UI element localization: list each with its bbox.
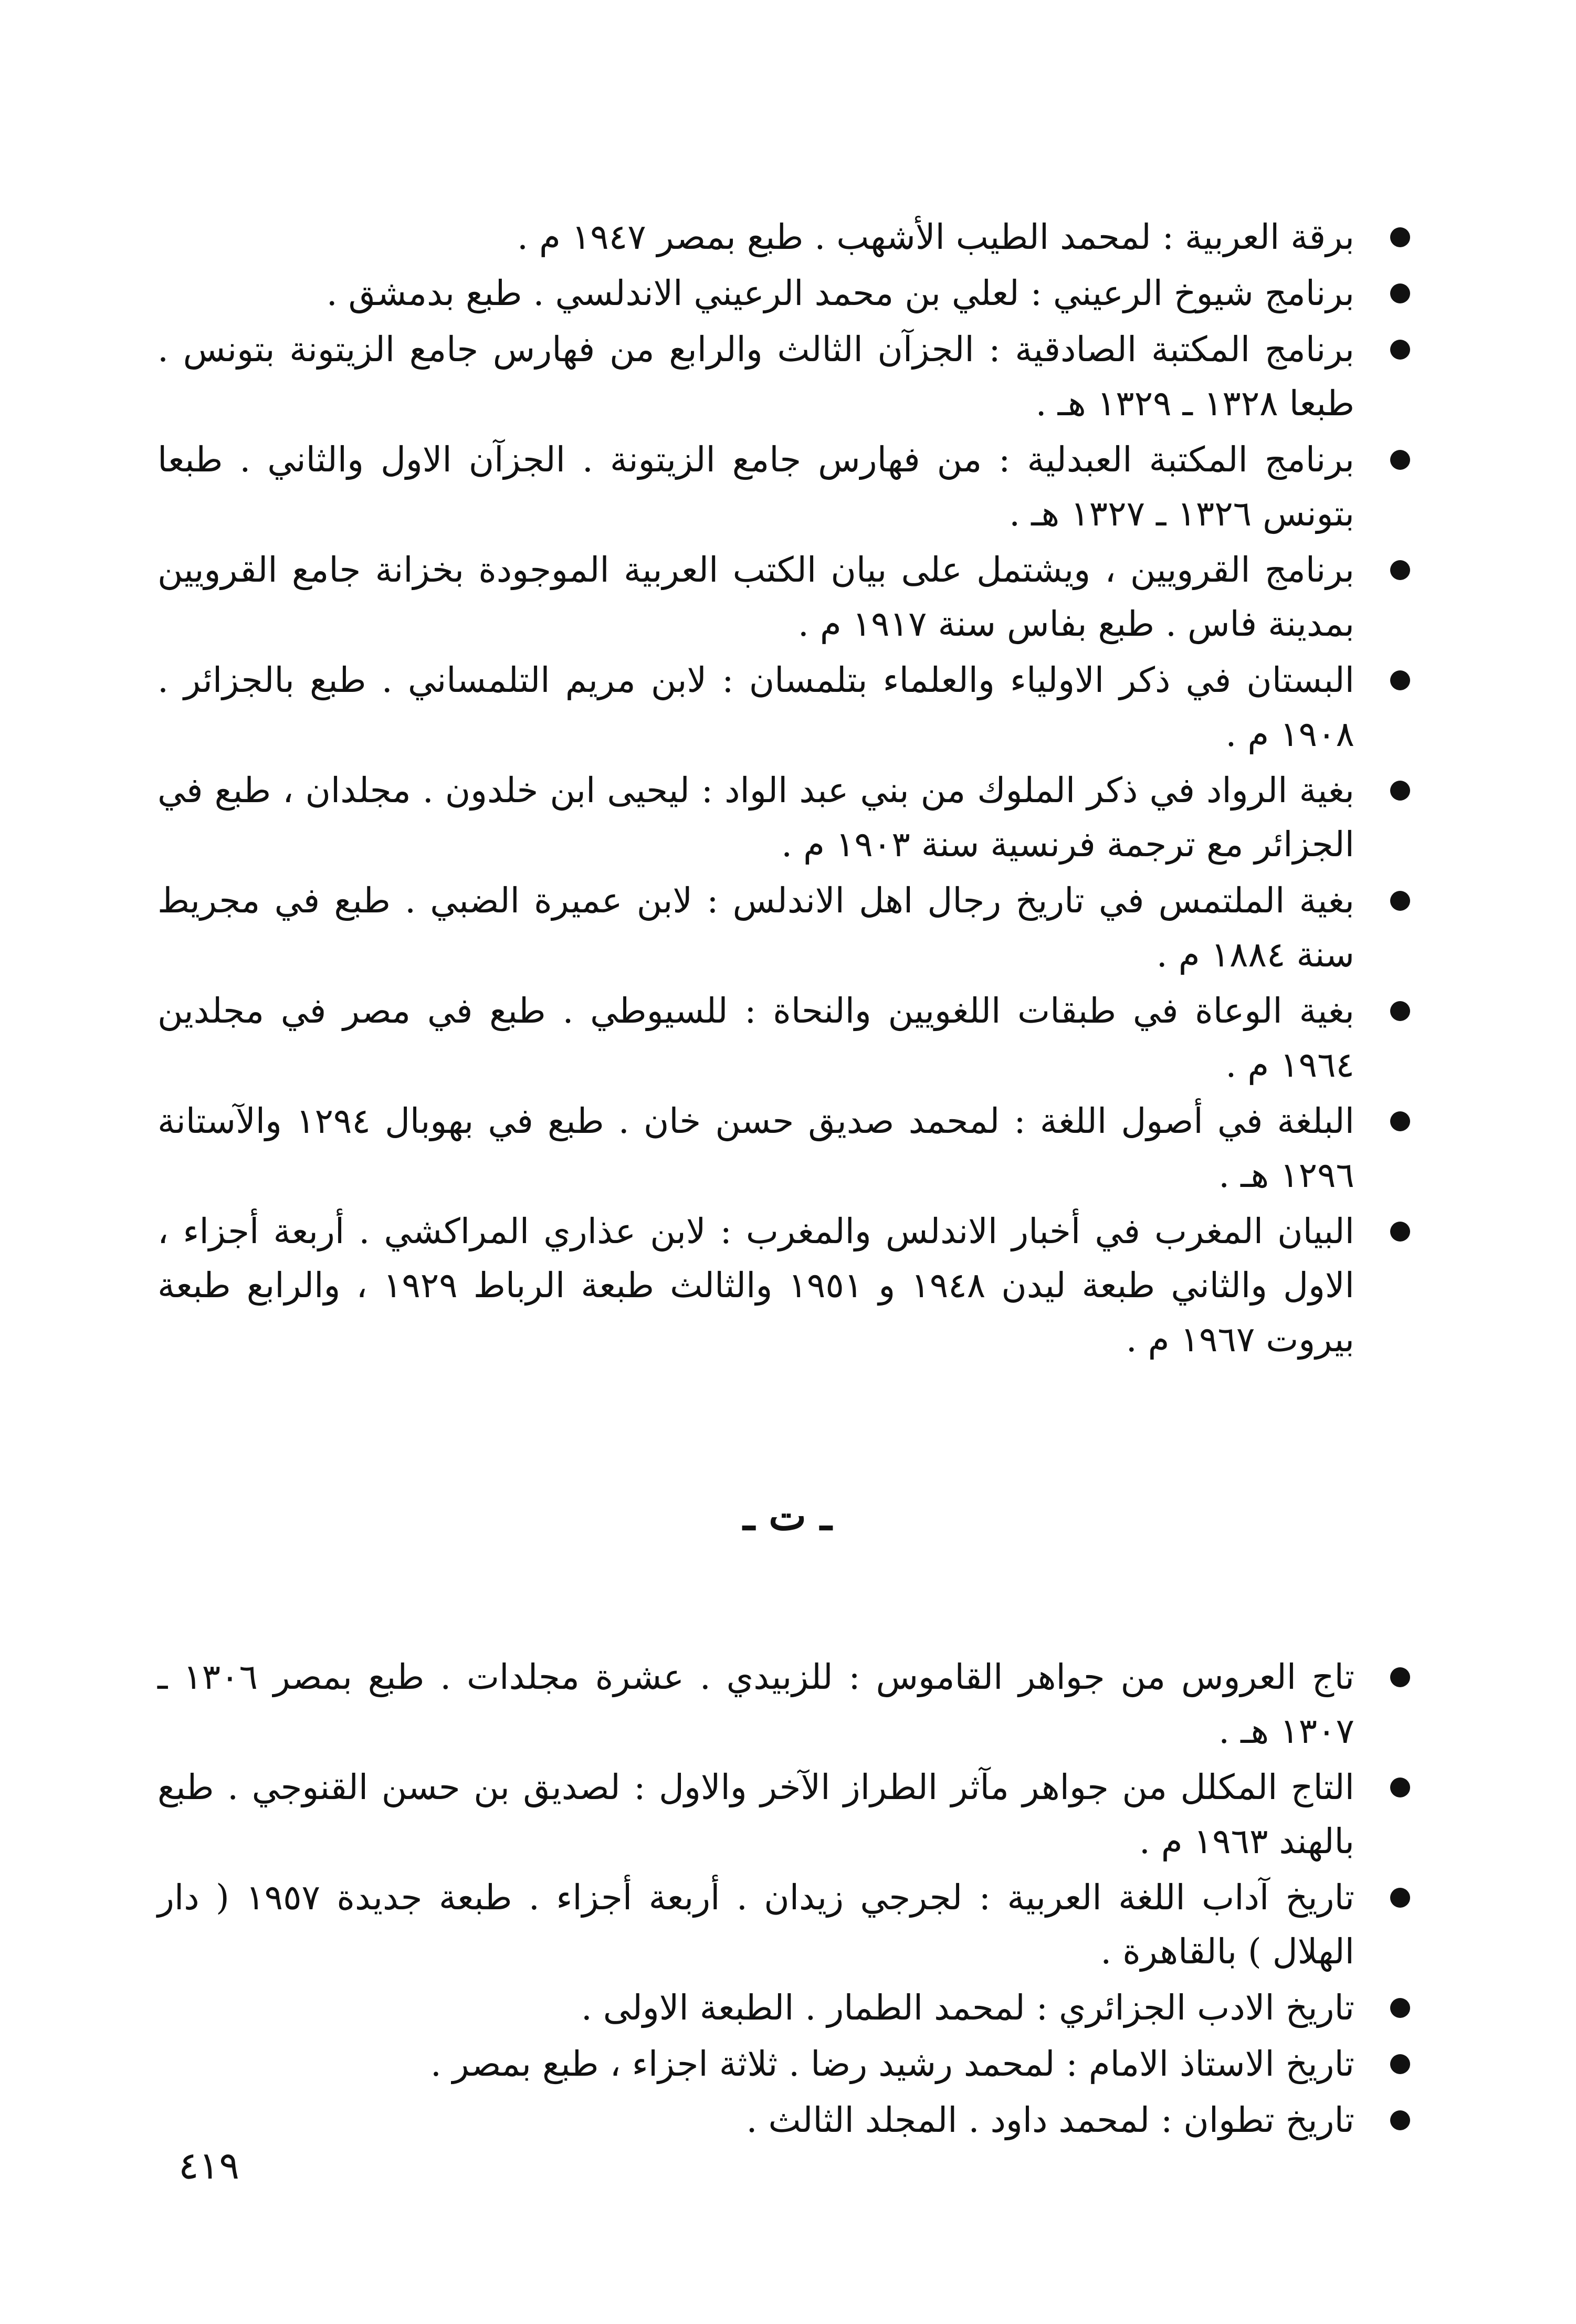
bib-entry (157, 2037, 1417, 2091)
bib-entry (157, 984, 1417, 1092)
bib-entry-text: برنامج القرويين ، ويشتمل على بيان الكتب العربية الموجودة بخزانة جامع القرويين بمدينة فاس . طبع بفاس سنة ١٩١٧ م . (157, 550, 1354, 644)
bib-entry-text: تاريخ تطوان : لمحمد داود . المجلد الثالث . (746, 2100, 1354, 2140)
bib-entry (157, 1870, 1417, 1979)
bullet-icon (1390, 340, 1410, 360)
bibliography-list-ba (157, 210, 1417, 1366)
bib-entry (157, 433, 1417, 541)
bib-entry (157, 1760, 1417, 1868)
bullet-icon (1390, 450, 1410, 470)
bib-entry-text: برقة العربية : لمحمد الطيب الأشهب . طبع بمصر ١٩٤٧ م . (517, 217, 1354, 257)
bib-entry-text: بغية الملتمس في تاريخ رجال اهل الاندلس : لابن عميرة الضبي . طبع في مجريط سنة ١٨٨٤ م . (157, 880, 1354, 975)
bullet-icon (1390, 1888, 1410, 1908)
bib-entry (157, 874, 1417, 982)
bullet-icon (1390, 1111, 1410, 1131)
bib-entry (157, 210, 1417, 264)
bib-entry (157, 543, 1417, 651)
bib-entry-text: برنامج شيوخ الرعيني : لعلي بن محمد الرعيني الاندلسي . طبع بدمشق . (326, 273, 1354, 313)
bullet-icon (1390, 227, 1410, 247)
bib-entry (157, 1650, 1417, 1758)
bullet-icon (1390, 560, 1410, 580)
bib-entry-text: تاريخ الادب الجزائري : لمحمد الطمار . الطبعة الاولى . (581, 1988, 1354, 2028)
bullet-icon (1390, 1667, 1410, 1687)
bullet-icon (1390, 283, 1410, 303)
bib-entry-text: البيان المغرب في أخبار الاندلس والمغرب : لابن عذاري المراكشي . أربعة أجزاء ، الاول والثاني طبعة ليدن ١٩٤٨ و ١٩٥١ والثالث طبعة الرباط ١٩٢٩ ، والرابع طبعة بيروت ١٩٦٧ م . (157, 1211, 1354, 1360)
bib-entry (157, 763, 1417, 871)
bib-entry (157, 2093, 1417, 2147)
bullet-icon (1390, 1998, 1410, 2018)
bullet-icon (1390, 1001, 1410, 1021)
bib-entry-text: البلغة في أصول اللغة : لمحمد صديق حسن خان . طبع في بهوبال ١٢٩٤ والآستانة ١٢٩٦ هـ . (157, 1101, 1354, 1195)
bib-entry (157, 1094, 1417, 1202)
bib-entry-text: تاريخ الاستاذ الامام : لمحمد رشيد رضا . ثلاثة اجزاء ، طبع بمصر . (430, 2044, 1354, 2084)
document-page (157, 194, 1417, 2242)
bullet-icon (1390, 1222, 1410, 1242)
bib-entry-text: بغية الرواد في ذكر الملوك من بني عبد الواد : ليحيى ابن خلدون . مجلدان ، طبع في الجزائر مع ترجمة فرنسية سنة ١٩٠٣ م . (157, 770, 1354, 865)
bullet-icon (1390, 670, 1410, 690)
bib-entry (157, 1204, 1417, 1366)
bullet-icon (1390, 2054, 1410, 2074)
bullet-icon (1390, 2110, 1410, 2130)
bib-entry-text: برنامج المكتبة العبدلية : من فهارس جامع الزيتونة . الجزآن الاول والثاني . طبعا بتونس ١٣٢٦ ـ ١٣٢٧ هـ . (157, 439, 1354, 534)
bullet-icon (1390, 781, 1410, 801)
bib-entry (157, 322, 1417, 430)
section-heading-ta: ـ ت ـ (743, 1492, 832, 1539)
bib-entry (157, 266, 1417, 320)
bib-entry-text: تاريخ آداب اللغة العربية : لجرجي زيدان . أربعة أجزاء . طبعة جديدة ١٩٥٧ ( دار الهلال ) بالقاهرة . (157, 1877, 1355, 1972)
bib-entry-text: بغية الوعاة في طبقات اللغويين والنحاة : للسيوطي . طبع في مصر في مجلدين ١٩٦٤ م . (157, 991, 1354, 1085)
bib-entry-text: البستان في ذكر الاولياء والعلماء بتلمسان : لابن مريم التلمساني . طبع بالجزائر . ١٩٠٨ م . (157, 660, 1354, 754)
page-number: ٤١٩ (178, 2143, 240, 2188)
bib-entry-text: برنامج المكتبة الصادقية : الجزآن الثالث والرابع من فهارس جامع الزيتونة بتونس . طبعا ١٣٢٨ ـ ١٣٢٩ هـ . (157, 329, 1354, 424)
bullet-icon (1390, 1778, 1410, 1797)
bib-entry (157, 653, 1417, 761)
bibliography-list-ta (157, 1650, 1417, 2147)
bib-entry-text: التاج المكلل من جواهر مآثر الطراز الآخر والاول : لصديق بن حسن القنوجي . طبع بالهند ١٩٦٣ م . (157, 1767, 1354, 1862)
bib-entry-text: تاج العروس من جواهر القاموس : للزبيدي . عشرة مجلدات . طبع بمصر ١٣٠٦ ـ ١٣٠٧ هـ . (157, 1657, 1354, 1751)
bib-entry (157, 1981, 1417, 2035)
bullet-icon (1390, 891, 1410, 911)
